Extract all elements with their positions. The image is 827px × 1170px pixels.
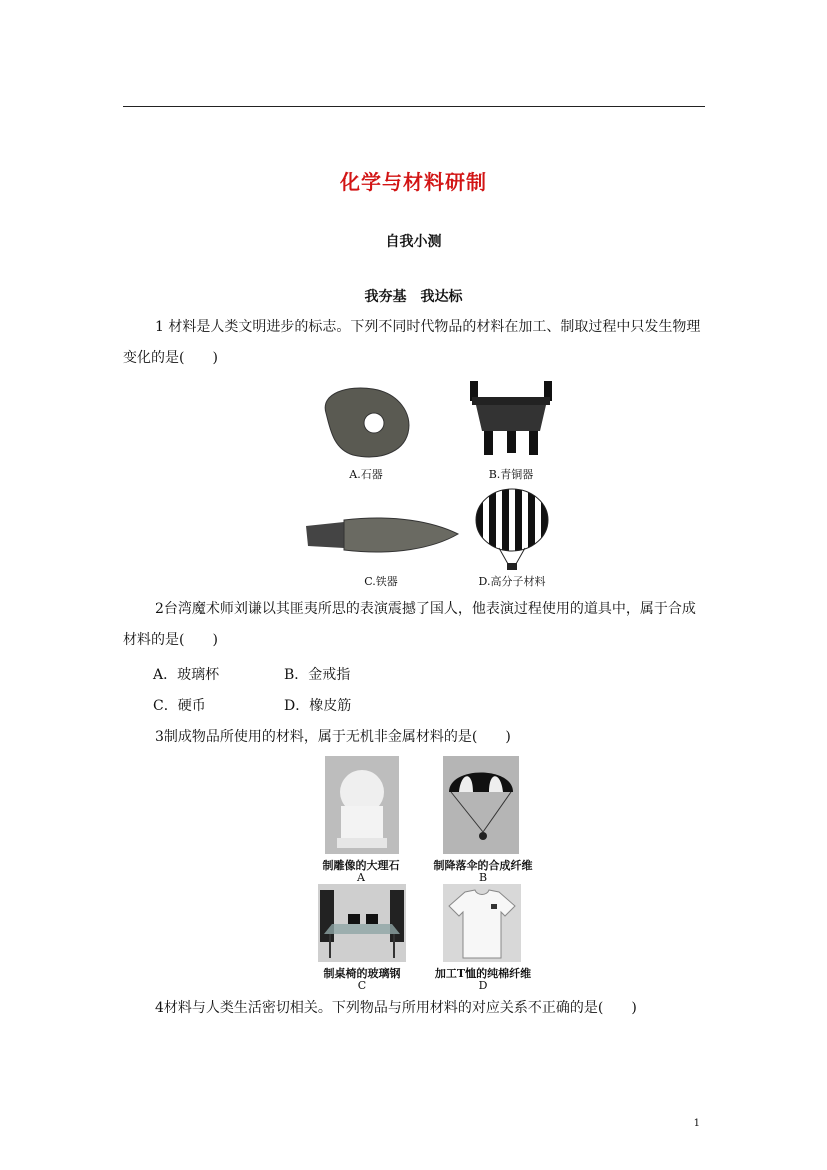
q2-option-b: B．金戒指 [284, 667, 351, 683]
q1-caption-c: C.铁器 [364, 575, 398, 588]
q3-caption-a: 制雕像的大理石 [322, 859, 400, 872]
stone-tool-image [318, 383, 414, 467]
q3-letter-c: C [357, 979, 367, 992]
header-rule [123, 106, 705, 107]
section-heading: 自我小测 [385, 234, 442, 250]
marble-statue-image [325, 756, 399, 854]
question-3-text: 3制成物品所使用的材料，属于无机非金属材料的是( ) [155, 729, 511, 745]
bronze-vessel-image [466, 379, 556, 461]
question-2-text: 2台湾魔术师刘谦以其匪夷所思的表演震撼了国人，他表演过程使用的道具中，属于合成材料的是( ) [123, 601, 696, 648]
q2-option-c: C．硬币 [153, 698, 206, 714]
parachute-image [443, 756, 519, 854]
section-subheading: 我夯基 我达标 [364, 289, 463, 305]
q3-caption-c: 制桌椅的玻璃钢 [323, 967, 401, 980]
q2-option-d: D．橡皮筋 [284, 698, 352, 714]
glass-table-image [318, 884, 406, 962]
q1-caption-d: D.高分子材料 [478, 575, 546, 588]
page-title: 化学与材料研制 [340, 170, 487, 194]
q1-caption-b: B.青铜器 [488, 468, 534, 481]
q3-letter-b: B [478, 871, 488, 884]
iron-tool-image [304, 508, 460, 568]
hot-air-balloon-image [473, 488, 551, 576]
page-number: 1 [693, 1118, 700, 1129]
q3-letter-d: D [478, 979, 488, 992]
q1-caption-a: A.石器 [349, 468, 383, 481]
question-4-text: 4材料与人类生活密切相关。下列物品与所用材料的对应关系不正确的是( ) [155, 1000, 637, 1016]
q3-caption-d: 加工T恤的纯棉纤维 [434, 967, 532, 980]
t-shirt-image [443, 884, 521, 962]
q3-letter-a: A [357, 871, 365, 884]
q2-option-a: A．玻璃杯 [153, 667, 220, 683]
q3-caption-b: 制降落伞的合成纤维 [433, 859, 533, 872]
question-1-text: 1 材料是人类文明进步的标志。下列不同时代物品的材料在加工、制取过程中只发生物理变化的是( ) [123, 319, 701, 366]
